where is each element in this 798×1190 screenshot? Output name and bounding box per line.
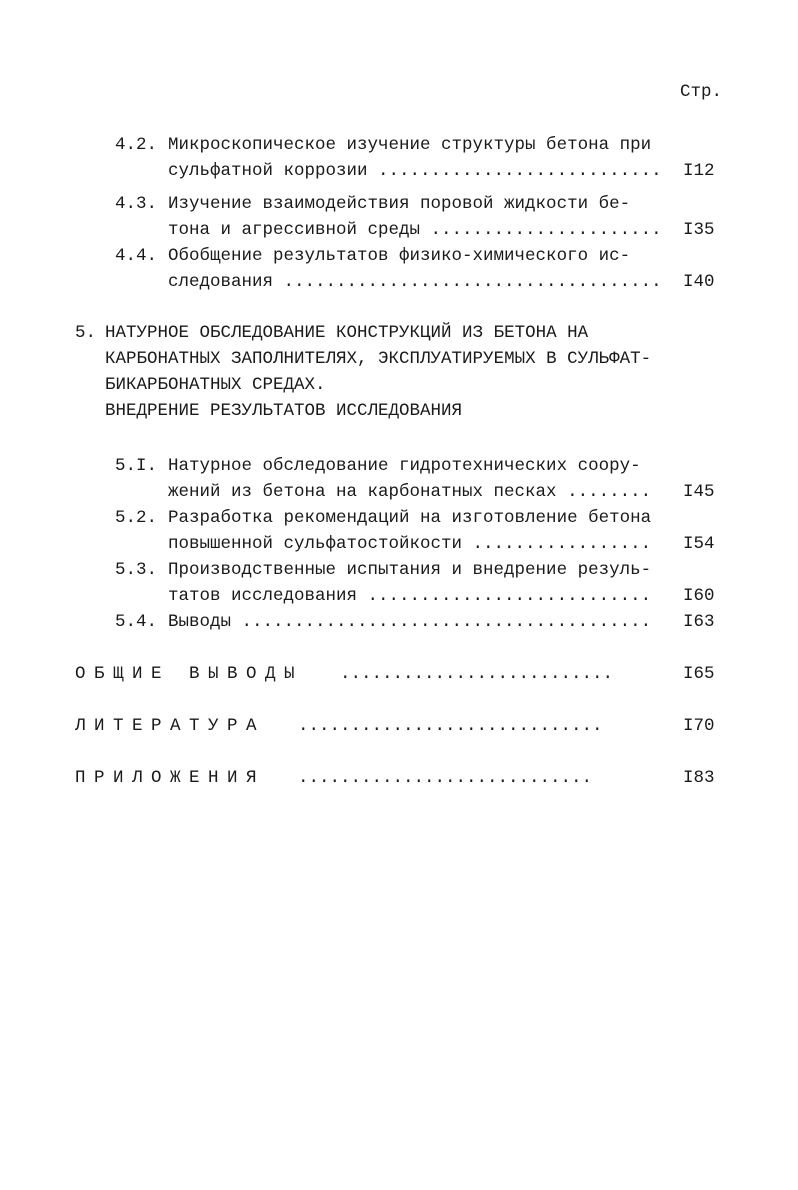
entry-number: 4.2. bbox=[115, 135, 158, 155]
entry-page: I12 bbox=[683, 161, 715, 181]
entry-page: I45 bbox=[683, 482, 715, 502]
entry-title: Разработка рекомендаций на изготовление бетона bbox=[168, 508, 652, 528]
section-title: ЛИТЕРАТУРА bbox=[75, 716, 266, 736]
entry-title: Изучение взаимодействия поровой жидкости бе- bbox=[168, 194, 631, 214]
section-leader: ............................. bbox=[298, 716, 603, 736]
chapter-title: ВНЕДРЕНИЕ РЕЗУЛЬТАТОВ ИССЛЕДОВАНИЯ bbox=[105, 401, 463, 421]
chapter-title: БИКАРБОНАТНЫХ СРЕДАХ. bbox=[105, 375, 326, 395]
entry-page: I35 bbox=[683, 220, 715, 240]
entry-title: татов исследования ........................... bbox=[168, 586, 652, 606]
section-page: I83 bbox=[683, 768, 715, 788]
entry-title: жений из бетона на карбонатных песках ........ bbox=[168, 482, 652, 502]
chapter-title: НАТУРНОЕ ОБСЛЕДОВАНИЕ КОНСТРУКЦИЙ ИЗ БЕТОНА НА bbox=[105, 323, 589, 343]
entry-page: I60 bbox=[683, 586, 715, 606]
entry-page: I40 bbox=[683, 272, 715, 292]
entry-title: следования .................................... bbox=[168, 272, 662, 292]
section-page: I70 bbox=[683, 716, 715, 736]
chapter-number: 5. bbox=[75, 323, 97, 343]
section-page: I65 bbox=[683, 664, 715, 684]
section-leader: ............................ bbox=[298, 768, 593, 788]
entry-number: 5.4. bbox=[115, 612, 158, 632]
entry-title: сульфатной коррозии ........................... bbox=[168, 161, 662, 181]
entry-title: Выводы ....................................... bbox=[168, 612, 652, 632]
entry-title: Микроскопическое изучение структуры бетона при bbox=[168, 135, 652, 155]
section-title: ОБЩИЕ ВЫВОДЫ bbox=[75, 664, 304, 684]
entry-title: тона и агрессивной среды ...................... bbox=[168, 220, 662, 240]
entry-page: I54 bbox=[683, 534, 715, 554]
entry-number: 5.3. bbox=[115, 560, 158, 580]
entry-number: 4.3. bbox=[115, 194, 158, 214]
entry-page: I63 bbox=[683, 612, 715, 632]
page-column-header: Стр. bbox=[680, 82, 723, 102]
entry-title: Обобщение результатов физико-химического ис- bbox=[168, 246, 631, 266]
entry-number: 5.I. bbox=[115, 456, 158, 476]
entry-number: 5.2. bbox=[115, 508, 158, 528]
entry-title: Производственные испытания и внедрение резуль- bbox=[168, 560, 652, 580]
entry-title: повышенной сульфатостойкости ................. bbox=[168, 534, 652, 554]
chapter-title: КАРБОНАТНЫХ ЗАПОЛНИТЕЛЯХ, ЭКСПЛУАТИРУЕМЫХ В СУЛЬФАТ- bbox=[105, 349, 652, 369]
section-leader: .......................... bbox=[340, 664, 614, 684]
entry-title: Натурное обследование гидротехнических соору- bbox=[168, 456, 641, 476]
entry-number: 4.4. bbox=[115, 246, 158, 266]
section-title: ПРИЛОЖЕНИЯ bbox=[75, 768, 266, 788]
